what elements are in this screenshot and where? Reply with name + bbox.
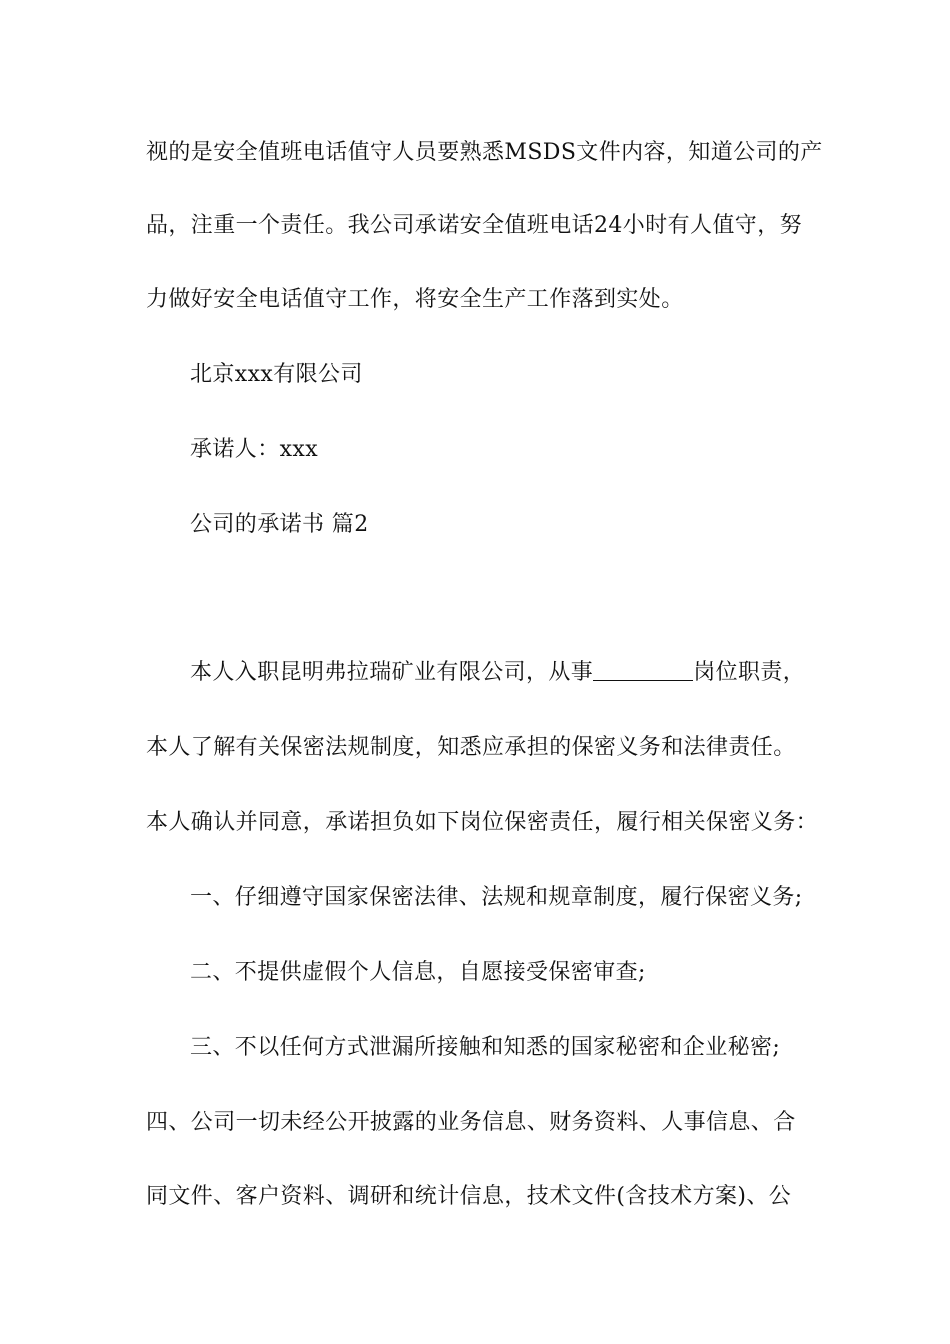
company-name: 北京xxx有限公司	[190, 362, 363, 387]
section-heading: 公司的承诺书 篇2	[190, 512, 369, 537]
paragraph-line-6: 本人确认并同意，承诺担负如下岗位保密责任，履行相关保密义务：	[146, 810, 819, 835]
position-blank-field	[593, 658, 693, 681]
paragraph-line-4-end: 岗位职责，	[693, 660, 806, 685]
paragraph-line-5: 本人了解有关保密法规制度，知悉应承担的保密义务和法律责任。	[146, 735, 796, 760]
paragraph-line-4-start: 本人入职昆明弗拉瑞矿业有限公司，从事	[190, 660, 594, 685]
promisor-line: 承诺人：xxx	[190, 437, 319, 462]
clause-3: 三、不以任何方式泄漏所接触和知悉的国家秘密和企业秘密;	[190, 1035, 781, 1060]
paragraph-line-2: 品，注重一个责任。我公司承诺安全值班电话24小时有人值守，努	[146, 213, 802, 238]
clause-4-line-1: 四、公司一切未经公开披露的业务信息、财务资料、人事信息、合	[146, 1110, 796, 1135]
paragraph-line-1: 视的是安全值班电话值守人员要熟悉MSDS文件内容，知道公司的产	[146, 140, 823, 165]
paragraph-line-4	[190, 658, 810, 688]
paragraph-line-3: 力做好安全电话值守工作，将安全生产工作落到实处。	[146, 287, 684, 312]
clause-4-line-2: 同文件、客户资料、调研和统计信息，技术文件(含技术方案)、公	[146, 1184, 792, 1209]
clause-2: 二、不提供虚假个人信息，自愿接受保密审查;	[190, 960, 646, 985]
clause-1: 一、仔细遵守国家保密法律、法规和规章制度，履行保密义务;	[190, 885, 803, 910]
